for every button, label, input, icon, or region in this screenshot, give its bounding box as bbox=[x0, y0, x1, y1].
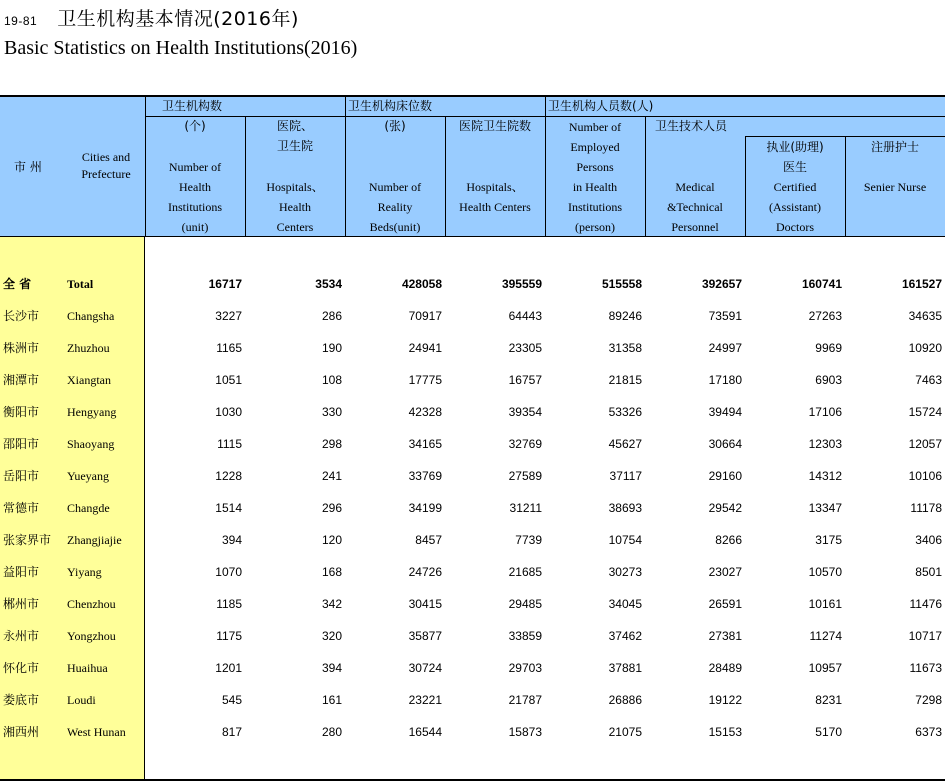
cell-beds: 23221 bbox=[408, 693, 442, 707]
cell-hospitals: 296 bbox=[321, 501, 342, 515]
cell-hospital-beds: 29703 bbox=[508, 661, 542, 675]
row-name-en: Huaihua bbox=[67, 661, 108, 675]
cell-doctors: 27263 bbox=[808, 309, 842, 323]
cell-technical: 17180 bbox=[708, 373, 742, 387]
header-hosp-beds-en: Hospitals、 Health Centers bbox=[459, 180, 531, 214]
row-name-en: Xiangtan bbox=[67, 373, 111, 387]
row-name-en: Total bbox=[67, 277, 94, 291]
cell-beds: 70917 bbox=[408, 309, 442, 323]
cell-institutions: 1185 bbox=[216, 597, 242, 611]
cell-employed: 53326 bbox=[608, 405, 642, 419]
cell-hospital-beds: 7739 bbox=[515, 533, 542, 547]
cell-employed: 21075 bbox=[608, 725, 642, 739]
cell-hospital-beds: 21685 bbox=[508, 565, 542, 579]
cell-nurses: 161527 bbox=[901, 277, 942, 291]
header-hosp-beds-zh: 医院卫生院数 bbox=[458, 119, 531, 133]
cell-technical: 28489 bbox=[708, 661, 742, 675]
cell-doctors: 6903 bbox=[815, 373, 842, 387]
table-row bbox=[0, 588, 945, 620]
header-nurse-zh: 注册护士 bbox=[870, 140, 919, 154]
cell-hospitals: 120 bbox=[321, 533, 342, 547]
cell-doctors: 10957 bbox=[808, 661, 842, 675]
cell-employed: 38693 bbox=[608, 501, 642, 515]
table-row bbox=[0, 396, 945, 428]
cell-institutions: 3227 bbox=[215, 309, 242, 323]
table-row bbox=[0, 620, 945, 652]
cell-beds: 16544 bbox=[408, 725, 442, 739]
cell-hospital-beds: 27589 bbox=[508, 469, 542, 483]
cell-hospital-beds: 395559 bbox=[501, 277, 542, 291]
cell-employed: 31358 bbox=[608, 341, 642, 355]
cell-technical: 29160 bbox=[708, 469, 742, 483]
cell-hospital-beds: 32769 bbox=[508, 437, 542, 451]
row-name-zh: 邵阳市 bbox=[3, 437, 40, 451]
cell-nurses: 10920 bbox=[908, 341, 942, 355]
table-row bbox=[0, 652, 945, 684]
cell-nurses: 3406 bbox=[915, 533, 942, 547]
row-name-zh: 娄底市 bbox=[3, 693, 40, 707]
row-name-zh: 益阳市 bbox=[3, 565, 40, 579]
row-name-zh: 株洲市 bbox=[3, 341, 40, 355]
cell-hospital-beds: 33859 bbox=[508, 629, 542, 643]
cell-doctors: 13347 bbox=[808, 501, 842, 515]
cell-beds: 34165 bbox=[408, 437, 442, 451]
header-institutions-en: Number of Health Institutions (unit) bbox=[167, 160, 222, 234]
header-hospitals-zh: 医院、 卫生院 bbox=[276, 119, 313, 153]
cell-hospital-beds: 15873 bbox=[508, 725, 542, 739]
table-row bbox=[0, 300, 945, 332]
cell-technical: 26591 bbox=[708, 597, 742, 611]
row-name-zh: 湘潭市 bbox=[3, 373, 40, 387]
cell-beds: 33769 bbox=[408, 469, 442, 483]
cell-hospitals: 161 bbox=[321, 693, 342, 707]
table-row bbox=[0, 332, 945, 364]
header-tech-zh: 卫生技术人员 bbox=[655, 119, 728, 133]
row-name-en: Loudi bbox=[67, 693, 96, 707]
cell-hospitals: 330 bbox=[321, 405, 342, 419]
cell-beds: 24726 bbox=[408, 565, 442, 579]
cell-beds: 42328 bbox=[408, 405, 442, 419]
row-name-zh: 张家界市 bbox=[3, 533, 52, 547]
cell-hospitals: 241 bbox=[321, 469, 342, 483]
cell-institutions: 1201 bbox=[215, 661, 242, 675]
row-name-zh: 郴州市 bbox=[3, 597, 40, 611]
cell-beds: 34199 bbox=[408, 501, 442, 515]
cell-hospitals: 286 bbox=[321, 309, 342, 323]
cell-nurses: 7463 bbox=[915, 373, 942, 387]
cell-hospitals: 280 bbox=[321, 725, 342, 739]
table-row-total bbox=[0, 268, 945, 300]
cell-nurses: 11178 bbox=[910, 501, 942, 515]
row-name-en: West Hunan bbox=[67, 725, 126, 739]
cell-nurses: 6373 bbox=[915, 725, 942, 739]
cell-institutions: 1165 bbox=[216, 341, 242, 355]
page-title-en: Basic Statistics on Health Institutions(2016) bbox=[4, 37, 358, 59]
row-name-en: Hengyang bbox=[67, 405, 117, 419]
table-row bbox=[0, 492, 945, 524]
row-name-en: Yiyang bbox=[67, 565, 102, 579]
cell-nurses: 15724 bbox=[908, 405, 942, 419]
row-name-en: Changde bbox=[67, 501, 110, 515]
cell-beds: 24941 bbox=[408, 341, 442, 355]
cell-employed: 21815 bbox=[608, 373, 642, 387]
cell-technical: 19122 bbox=[708, 693, 742, 707]
title-zh-text: 卫生机构基本情况(2016年) bbox=[57, 8, 299, 30]
header-institutions-unit: (个) bbox=[184, 119, 206, 133]
cell-hospitals: 168 bbox=[321, 565, 342, 579]
row-name-en: Zhangjiajie bbox=[67, 533, 122, 547]
cell-hospitals: 320 bbox=[321, 629, 342, 643]
header-doctors-en: Certified (Assistant) Doctors bbox=[769, 180, 821, 234]
cell-hospital-beds: 29485 bbox=[508, 597, 542, 611]
cell-nurses: 11476 bbox=[909, 597, 942, 611]
cell-employed: 34045 bbox=[608, 597, 642, 611]
cell-nurses: 10717 bbox=[908, 629, 942, 643]
row-name-zh: 永州市 bbox=[3, 629, 40, 643]
table-number: 19-81 bbox=[4, 14, 38, 28]
row-name-zh: 怀化市 bbox=[3, 661, 40, 675]
header-group-beds: 卫生机构床位数 bbox=[348, 99, 433, 113]
cell-institutions: 1228 bbox=[215, 469, 242, 483]
cell-doctors: 10570 bbox=[808, 565, 842, 579]
header-city-en: Cities and Prefecture bbox=[81, 150, 131, 181]
header-tech-en: Medical &Technical Personnel bbox=[667, 180, 723, 234]
cell-technical: 29542 bbox=[708, 501, 742, 515]
cell-beds: 35877 bbox=[408, 629, 442, 643]
row-name-zh: 长沙市 bbox=[3, 309, 40, 323]
header-beds-unit: (张) bbox=[384, 119, 406, 133]
cell-institutions: 1115 bbox=[217, 437, 242, 451]
cell-technical: 23027 bbox=[708, 565, 742, 579]
cell-technical: 15153 bbox=[708, 725, 742, 739]
cell-hospital-beds: 23305 bbox=[508, 341, 542, 355]
cell-employed: 26886 bbox=[608, 693, 642, 707]
row-name-zh: 湘西州 bbox=[3, 725, 40, 739]
table-row bbox=[0, 556, 945, 588]
cell-technical: 73591 bbox=[708, 309, 742, 323]
table-header bbox=[0, 95, 945, 237]
cell-doctors: 10161 bbox=[808, 597, 842, 611]
cell-technical: 24997 bbox=[708, 341, 742, 355]
row-name-zh: 全 省 bbox=[3, 277, 32, 291]
cell-doctors: 5170 bbox=[815, 725, 842, 739]
row-name-en: Zhuzhou bbox=[67, 341, 110, 355]
cell-hospital-beds: 31211 bbox=[509, 501, 542, 515]
cell-institutions: 1514 bbox=[215, 501, 242, 515]
cell-hospitals: 190 bbox=[321, 341, 342, 355]
cell-nurses: 7298 bbox=[915, 693, 942, 707]
cell-hospital-beds: 39354 bbox=[508, 405, 542, 419]
cell-employed: 515558 bbox=[601, 277, 642, 291]
cell-beds: 30415 bbox=[408, 597, 442, 611]
cell-institutions: 1030 bbox=[215, 405, 242, 419]
cell-beds: 428058 bbox=[401, 277, 442, 291]
cell-doctors: 8231 bbox=[815, 693, 842, 707]
cell-nurses: 34635 bbox=[908, 309, 942, 323]
table-row bbox=[0, 460, 945, 492]
row-name-en: Yueyang bbox=[67, 469, 109, 483]
cell-employed: 30273 bbox=[608, 565, 642, 579]
row-name-zh: 衡阳市 bbox=[3, 405, 40, 419]
cell-doctors: 11274 bbox=[809, 629, 842, 643]
cell-doctors: 3175 bbox=[815, 533, 842, 547]
cell-beds: 17775 bbox=[408, 373, 442, 387]
cell-doctors: 160741 bbox=[801, 277, 842, 291]
cell-nurses: 8501 bbox=[915, 565, 942, 579]
row-name-en: Chenzhou bbox=[67, 597, 116, 611]
row-name-zh: 岳阳市 bbox=[3, 469, 40, 483]
cell-nurses: 11673 bbox=[909, 661, 942, 675]
table-row bbox=[0, 428, 945, 460]
header-beds-en: Number of Reality Beds(unit) bbox=[368, 180, 422, 234]
page-title-zh bbox=[4, 4, 299, 31]
cell-technical: 392657 bbox=[701, 277, 742, 291]
row-name-en: Changsha bbox=[67, 309, 115, 323]
cell-doctors: 9969 bbox=[815, 341, 842, 355]
cell-hospital-beds: 64443 bbox=[508, 309, 542, 323]
cell-institutions: 394 bbox=[221, 533, 242, 547]
table-row bbox=[0, 364, 945, 396]
cell-hospitals: 108 bbox=[321, 373, 342, 387]
cell-hospitals: 342 bbox=[321, 597, 342, 611]
header-doctors-zh: 执业(助理) 医生 bbox=[766, 140, 824, 174]
cell-hospital-beds: 21787 bbox=[508, 693, 542, 707]
row-name-zh: 常德市 bbox=[3, 501, 40, 515]
cell-employed: 37881 bbox=[608, 661, 642, 675]
cell-hospitals: 3534 bbox=[315, 277, 342, 291]
header-employed-en: Number of Employed Persons in Health Institutions (person) bbox=[567, 120, 622, 234]
cell-institutions: 1070 bbox=[215, 565, 242, 579]
cell-employed: 89246 bbox=[608, 309, 642, 323]
header-nurse-en: Senier Nurse bbox=[863, 180, 927, 194]
cell-doctors: 14312 bbox=[808, 469, 842, 483]
cell-technical: 30664 bbox=[708, 437, 742, 451]
header-group-personnel: 卫生机构人员数(人) bbox=[548, 99, 654, 113]
cell-beds: 30724 bbox=[408, 661, 442, 675]
cell-technical: 39494 bbox=[708, 405, 742, 419]
table-row bbox=[0, 524, 945, 556]
cell-institutions: 545 bbox=[221, 693, 242, 707]
header-city-zh: 市 州 bbox=[14, 160, 42, 174]
cell-institutions: 1175 bbox=[216, 629, 242, 643]
cell-hospitals: 394 bbox=[321, 661, 342, 675]
cell-institutions: 1051 bbox=[215, 373, 242, 387]
table-row bbox=[0, 716, 945, 748]
cell-nurses: 10106 bbox=[908, 469, 942, 483]
cell-technical: 8266 bbox=[715, 533, 742, 547]
cell-doctors: 12303 bbox=[808, 437, 842, 451]
cell-nurses: 12057 bbox=[908, 437, 942, 451]
cell-institutions: 16717 bbox=[208, 277, 242, 291]
cell-hospital-beds: 16757 bbox=[508, 373, 542, 387]
cell-employed: 37117 bbox=[609, 469, 642, 483]
row-name-en: Yongzhou bbox=[67, 629, 116, 643]
cell-doctors: 17106 bbox=[808, 405, 842, 419]
cell-beds: 8457 bbox=[415, 533, 442, 547]
cell-technical: 27381 bbox=[708, 629, 742, 643]
header-group-institutions: 卫生机构数 bbox=[162, 99, 223, 113]
cell-employed: 45627 bbox=[608, 437, 642, 451]
row-name-en: Shaoyang bbox=[67, 437, 115, 451]
cell-hospitals: 298 bbox=[321, 437, 342, 451]
table-row bbox=[0, 684, 945, 716]
cell-institutions: 817 bbox=[221, 725, 242, 739]
cell-employed: 10754 bbox=[608, 533, 642, 547]
cell-employed: 37462 bbox=[608, 629, 642, 643]
header-hospitals-en: Hospitals、 Health Centers bbox=[266, 180, 324, 234]
